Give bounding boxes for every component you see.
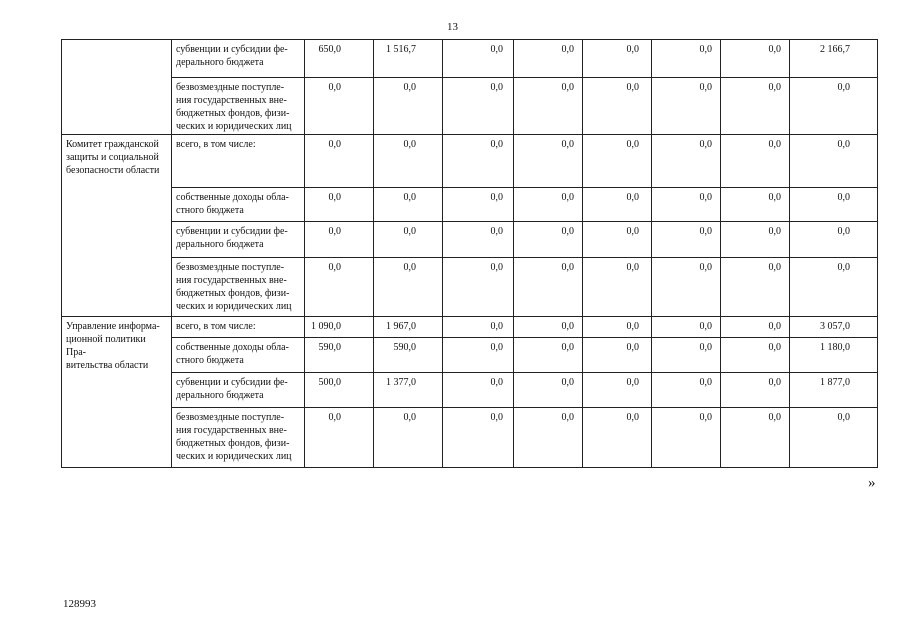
value-cell bbox=[305, 222, 374, 258]
value-cell bbox=[583, 222, 652, 258]
value-cell bbox=[721, 258, 790, 317]
value-cell bbox=[514, 373, 583, 408]
value-cell bbox=[790, 40, 878, 78]
value-cell bbox=[514, 40, 583, 78]
value-cell bbox=[790, 338, 878, 373]
funding-source-cell: субвенции и субсидии фе- дерального бюджета bbox=[172, 40, 305, 78]
value-cell bbox=[583, 188, 652, 222]
value-text: 0,0 bbox=[403, 412, 416, 423]
table-row bbox=[62, 317, 878, 338]
value-text: 0,0 bbox=[490, 82, 503, 93]
table-row bbox=[62, 338, 878, 373]
value-text: 0,0 bbox=[768, 82, 781, 93]
value-cell bbox=[790, 408, 878, 468]
value-text: 0,0 bbox=[490, 44, 503, 55]
value-cell bbox=[790, 317, 878, 338]
value-cell bbox=[583, 78, 652, 135]
value-cell bbox=[305, 78, 374, 135]
value-text: 0,0 bbox=[490, 377, 503, 388]
table-row bbox=[62, 40, 878, 78]
value-text: 500,0 bbox=[318, 377, 341, 388]
value-text: 0,0 bbox=[837, 192, 850, 203]
value-text: 0,0 bbox=[699, 412, 712, 423]
value-cell bbox=[583, 408, 652, 468]
value-text: 1 090,0 bbox=[311, 321, 341, 332]
value-text: 0,0 bbox=[626, 139, 639, 150]
value-cell bbox=[514, 338, 583, 373]
funding-source-cell: субвенции и субсидии фе- дерального бюджета bbox=[172, 373, 305, 408]
value-text: 0,0 bbox=[699, 262, 712, 273]
value-cell bbox=[305, 408, 374, 468]
value-text: 0,0 bbox=[699, 44, 712, 55]
value-cell bbox=[305, 135, 374, 188]
value-text: 0,0 bbox=[490, 139, 503, 150]
value-cell bbox=[443, 258, 514, 317]
footer-document-code: 128993 bbox=[63, 598, 96, 610]
value-text: 0,0 bbox=[561, 139, 574, 150]
value-cell bbox=[652, 317, 721, 338]
funding-source-cell: собственные доходы обла- стного бюджета bbox=[172, 188, 305, 222]
value-cell bbox=[721, 222, 790, 258]
value-text: 0,0 bbox=[768, 412, 781, 423]
value-text: 0,0 bbox=[403, 139, 416, 150]
value-cell bbox=[305, 188, 374, 222]
value-cell bbox=[652, 258, 721, 317]
value-text: 0,0 bbox=[768, 262, 781, 273]
value-cell bbox=[374, 188, 443, 222]
value-text: 0,0 bbox=[626, 44, 639, 55]
value-cell bbox=[305, 338, 374, 373]
value-text: 0,0 bbox=[837, 262, 850, 273]
value-cell bbox=[514, 408, 583, 468]
value-cell bbox=[652, 408, 721, 468]
value-cell bbox=[514, 188, 583, 222]
value-cell bbox=[721, 135, 790, 188]
value-text: 0,0 bbox=[328, 262, 341, 273]
value-text: 0,0 bbox=[626, 226, 639, 237]
value-text: 0,0 bbox=[626, 377, 639, 388]
value-text: 0,0 bbox=[561, 321, 574, 332]
value-text: 0,0 bbox=[768, 377, 781, 388]
value-cell bbox=[374, 222, 443, 258]
value-text: 0,0 bbox=[626, 262, 639, 273]
value-cell bbox=[374, 338, 443, 373]
value-text: 0,0 bbox=[837, 139, 850, 150]
value-cell bbox=[443, 40, 514, 78]
value-text: 0,0 bbox=[328, 226, 341, 237]
value-text: 1 877,0 bbox=[820, 377, 850, 388]
value-text: 0,0 bbox=[561, 44, 574, 55]
table-row bbox=[62, 408, 878, 468]
value-cell bbox=[374, 78, 443, 135]
table-body bbox=[62, 40, 878, 468]
value-text: 0,0 bbox=[768, 226, 781, 237]
value-cell bbox=[374, 258, 443, 317]
funding-source-cell: безвозмездные поступле- ния государственных вне- бюджетных фондов, физи- ческих и юридических лиц bbox=[172, 78, 305, 135]
value-cell bbox=[443, 135, 514, 188]
value-text: 1 180,0 bbox=[820, 342, 850, 353]
value-cell bbox=[374, 317, 443, 338]
value-cell bbox=[514, 78, 583, 135]
value-text: 0,0 bbox=[626, 412, 639, 423]
value-cell bbox=[583, 317, 652, 338]
table-row bbox=[62, 135, 878, 188]
value-text: 0,0 bbox=[490, 192, 503, 203]
value-cell bbox=[721, 317, 790, 338]
value-cell bbox=[305, 317, 374, 338]
value-text: 0,0 bbox=[403, 262, 416, 273]
value-cell bbox=[790, 373, 878, 408]
value-text: 0,0 bbox=[328, 82, 341, 93]
value-text: 0,0 bbox=[490, 262, 503, 273]
value-cell bbox=[305, 40, 374, 78]
value-text: 0,0 bbox=[626, 82, 639, 93]
value-cell bbox=[721, 408, 790, 468]
value-cell bbox=[652, 338, 721, 373]
value-cell bbox=[652, 40, 721, 78]
value-text: 2 166,7 bbox=[820, 44, 850, 55]
value-text: 0,0 bbox=[768, 44, 781, 55]
value-cell bbox=[583, 258, 652, 317]
value-cell bbox=[721, 373, 790, 408]
value-text: 0,0 bbox=[561, 82, 574, 93]
value-text: 0,0 bbox=[699, 226, 712, 237]
table-row bbox=[62, 188, 878, 222]
value-text: 0,0 bbox=[561, 377, 574, 388]
value-text: 0,0 bbox=[837, 82, 850, 93]
value-text: 0,0 bbox=[403, 226, 416, 237]
organization-cell: Комитет гражданской защиты и социальной безопасности области bbox=[62, 135, 172, 317]
value-cell bbox=[443, 317, 514, 338]
funding-source-cell: безвозмездные поступле- ния государственных вне- бюджетных фондов, физи- ческих и юридических лиц bbox=[172, 258, 305, 317]
funding-source-cell: всего, в том числе: bbox=[172, 135, 305, 188]
value-text: 0,0 bbox=[490, 226, 503, 237]
value-cell bbox=[443, 78, 514, 135]
value-cell bbox=[652, 373, 721, 408]
value-cell bbox=[443, 338, 514, 373]
value-cell bbox=[652, 188, 721, 222]
value-cell bbox=[721, 338, 790, 373]
value-text: 0,0 bbox=[699, 321, 712, 332]
value-cell bbox=[652, 222, 721, 258]
table-row bbox=[62, 258, 878, 317]
value-text: 0,0 bbox=[328, 412, 341, 423]
value-text: 1 967,0 bbox=[386, 321, 416, 332]
value-cell bbox=[721, 40, 790, 78]
value-cell bbox=[583, 135, 652, 188]
value-text: 0,0 bbox=[699, 377, 712, 388]
value-cell bbox=[514, 222, 583, 258]
funding-source-cell: субвенции и субсидии фе- дерального бюджета bbox=[172, 222, 305, 258]
value-cell bbox=[514, 258, 583, 317]
value-cell bbox=[721, 78, 790, 135]
value-text: 0,0 bbox=[490, 321, 503, 332]
value-cell bbox=[305, 258, 374, 317]
value-text: 0,0 bbox=[403, 192, 416, 203]
table-row bbox=[62, 222, 878, 258]
value-text: 0,0 bbox=[328, 139, 341, 150]
value-cell bbox=[652, 135, 721, 188]
value-cell bbox=[443, 188, 514, 222]
value-text: 0,0 bbox=[403, 82, 416, 93]
value-text: 0,0 bbox=[768, 139, 781, 150]
value-text: 1 377,0 bbox=[386, 377, 416, 388]
value-cell bbox=[583, 373, 652, 408]
value-cell bbox=[443, 408, 514, 468]
value-cell bbox=[790, 135, 878, 188]
value-text: 0,0 bbox=[490, 412, 503, 423]
value-text: 0,0 bbox=[561, 412, 574, 423]
value-cell bbox=[583, 40, 652, 78]
organization-cell bbox=[62, 40, 172, 135]
value-text: 0,0 bbox=[768, 342, 781, 353]
value-text: 0,0 bbox=[626, 192, 639, 203]
value-cell bbox=[583, 338, 652, 373]
funding-source-cell: всего, в том числе: bbox=[172, 317, 305, 338]
organization-cell: Управление информа- ционной политики Пра- вительства области bbox=[62, 317, 172, 468]
page-number: 13 bbox=[447, 21, 458, 33]
value-text: 3 057,0 bbox=[820, 321, 850, 332]
value-text: 650,0 bbox=[318, 44, 341, 55]
value-text: 0,0 bbox=[699, 342, 712, 353]
value-cell bbox=[514, 317, 583, 338]
value-text: 0,0 bbox=[490, 342, 503, 353]
value-text: 1 516,7 bbox=[386, 44, 416, 55]
value-text: 590,0 bbox=[318, 342, 341, 353]
value-text: 0,0 bbox=[328, 192, 341, 203]
value-cell bbox=[790, 258, 878, 317]
closing-quote: » bbox=[868, 475, 876, 491]
budget-table bbox=[61, 39, 878, 468]
value-cell bbox=[721, 188, 790, 222]
value-cell bbox=[443, 222, 514, 258]
value-text: 0,0 bbox=[561, 226, 574, 237]
value-text: 0,0 bbox=[768, 321, 781, 332]
value-cell bbox=[374, 408, 443, 468]
value-text: 0,0 bbox=[561, 342, 574, 353]
value-text: 0,0 bbox=[626, 321, 639, 332]
value-cell bbox=[790, 188, 878, 222]
value-text: 0,0 bbox=[837, 226, 850, 237]
value-cell bbox=[374, 40, 443, 78]
value-cell bbox=[652, 78, 721, 135]
value-cell bbox=[374, 135, 443, 188]
table-row bbox=[62, 78, 878, 135]
value-text: 0,0 bbox=[561, 262, 574, 273]
value-cell bbox=[790, 222, 878, 258]
value-text: 0,0 bbox=[561, 192, 574, 203]
value-text: 0,0 bbox=[699, 82, 712, 93]
value-text: 0,0 bbox=[699, 192, 712, 203]
value-text: 0,0 bbox=[699, 139, 712, 150]
table-row bbox=[62, 373, 878, 408]
funding-source-cell: собственные доходы обла- стного бюджета bbox=[172, 338, 305, 373]
value-cell bbox=[514, 135, 583, 188]
value-text: 0,0 bbox=[626, 342, 639, 353]
value-text: 0,0 bbox=[837, 412, 850, 423]
value-cell bbox=[305, 373, 374, 408]
value-text: 0,0 bbox=[768, 192, 781, 203]
value-text: 590,0 bbox=[393, 342, 416, 353]
value-cell bbox=[374, 373, 443, 408]
funding-source-cell: безвозмездные поступле- ния государственных вне- бюджетных фондов, физи- ческих и юридических лиц bbox=[172, 408, 305, 468]
value-cell bbox=[790, 78, 878, 135]
value-cell bbox=[443, 373, 514, 408]
